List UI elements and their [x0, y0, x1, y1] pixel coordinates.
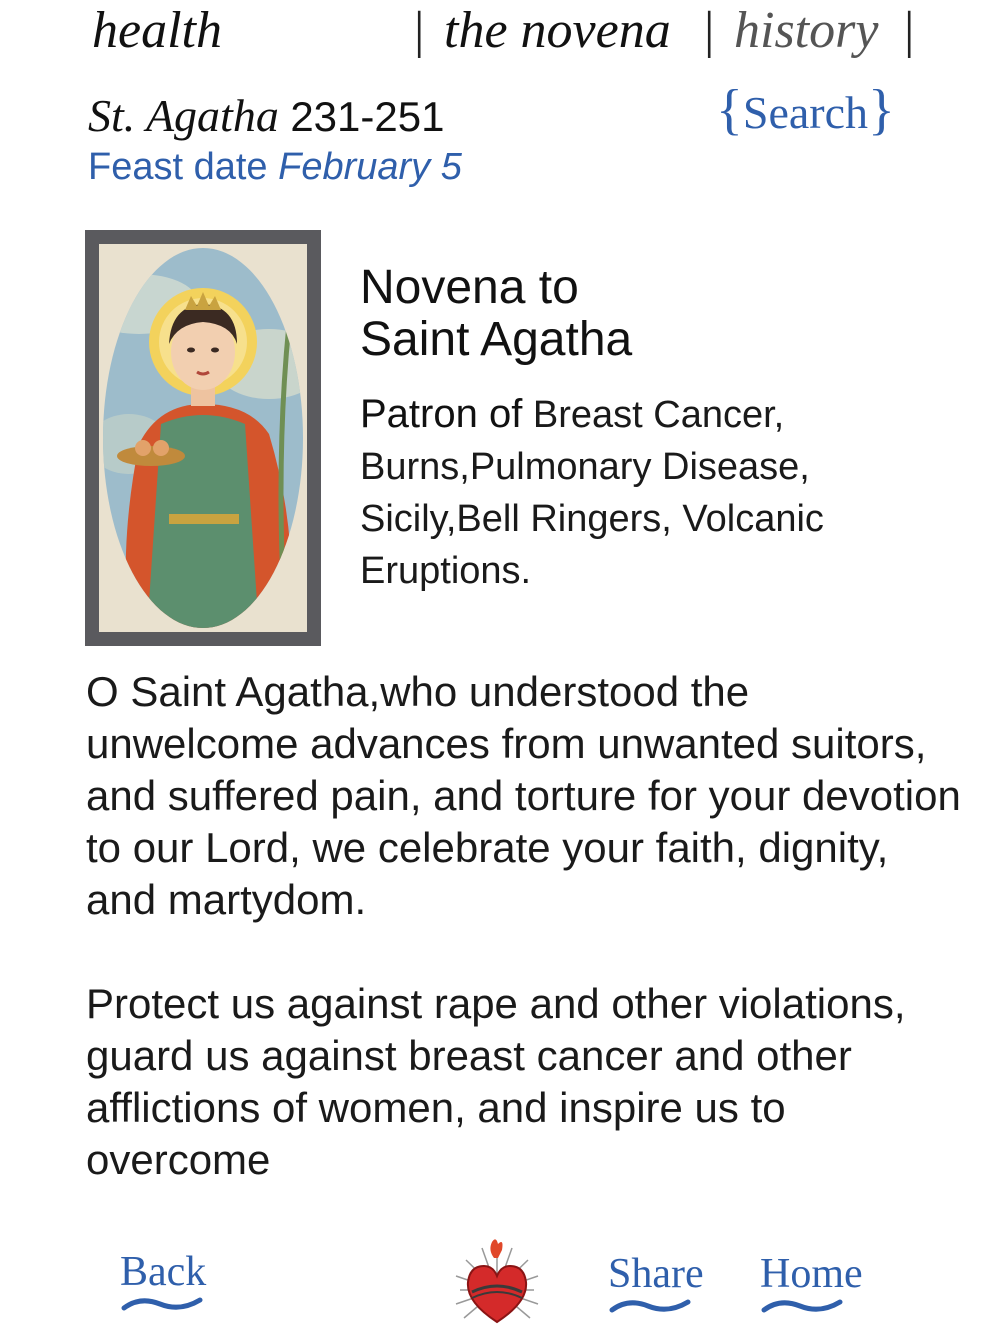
- saint-heading: [88, 88, 444, 145]
- prayer-paragraph-2: Protect us against rape and other violations, guard us against breast cancer and other afflictions of women, and inspire us to overcome: [86, 980, 906, 1183]
- feast-label: Feast date: [88, 146, 268, 188]
- nav-sep-1: |: [414, 2, 425, 59]
- saint-name: St. Agatha: [88, 90, 279, 141]
- saint-agatha-image: [99, 244, 307, 632]
- nav-sep-3: |: [904, 2, 915, 59]
- novena-title: [360, 262, 960, 366]
- saint-years: 231-251: [290, 93, 445, 140]
- home-button[interactable]: [760, 1250, 863, 1298]
- nav-history[interactable]: history: [734, 2, 879, 59]
- back-swoosh-icon: [120, 1294, 204, 1314]
- search-link[interactable]: [716, 80, 895, 143]
- patron-text: Breast Cancer, Burns,Pulmonary Disease, Sicily,Bell Ringers, Volcanic Eruptions.: [360, 394, 824, 592]
- share-label: Share: [608, 1251, 704, 1297]
- sacred-heart-icon[interactable]: [452, 1236, 542, 1330]
- prayer-paragraph-1: O Saint Agatha,who understood the unwelcome advances from unwanted suitors, and suffered pain, and torture for your devotion to our Lord, we celebrate your faith, dignity, and martydom.: [86, 668, 961, 923]
- open-brace: {: [716, 79, 743, 141]
- feast-date-line: [88, 144, 462, 190]
- share-swoosh-icon: [608, 1296, 692, 1316]
- novena-title-line1: Novena to: [360, 261, 579, 314]
- home-swoosh-icon: [760, 1296, 844, 1316]
- patron-label: Patron of: [360, 392, 523, 436]
- saint-portrait-illustration: [99, 244, 307, 632]
- nav-health[interactable]: health: [92, 2, 222, 59]
- sacred-heart-graphic: [452, 1236, 542, 1330]
- novena-title-line2: Saint Agatha: [360, 313, 633, 366]
- feast-date: February 5: [278, 146, 462, 188]
- prayer-text: [86, 666, 966, 1238]
- back-label: Back: [120, 1249, 207, 1295]
- share-button[interactable]: [608, 1250, 704, 1298]
- home-label: Home: [760, 1251, 863, 1297]
- back-button[interactable]: [120, 1248, 206, 1296]
- saint-icon-frame: [85, 230, 321, 646]
- patronage: [360, 388, 900, 597]
- close-brace: }: [868, 79, 895, 141]
- nav-sep-2: |: [704, 2, 715, 59]
- nav-the-novena[interactable]: the novena: [444, 2, 671, 59]
- search-label: Search: [742, 87, 869, 138]
